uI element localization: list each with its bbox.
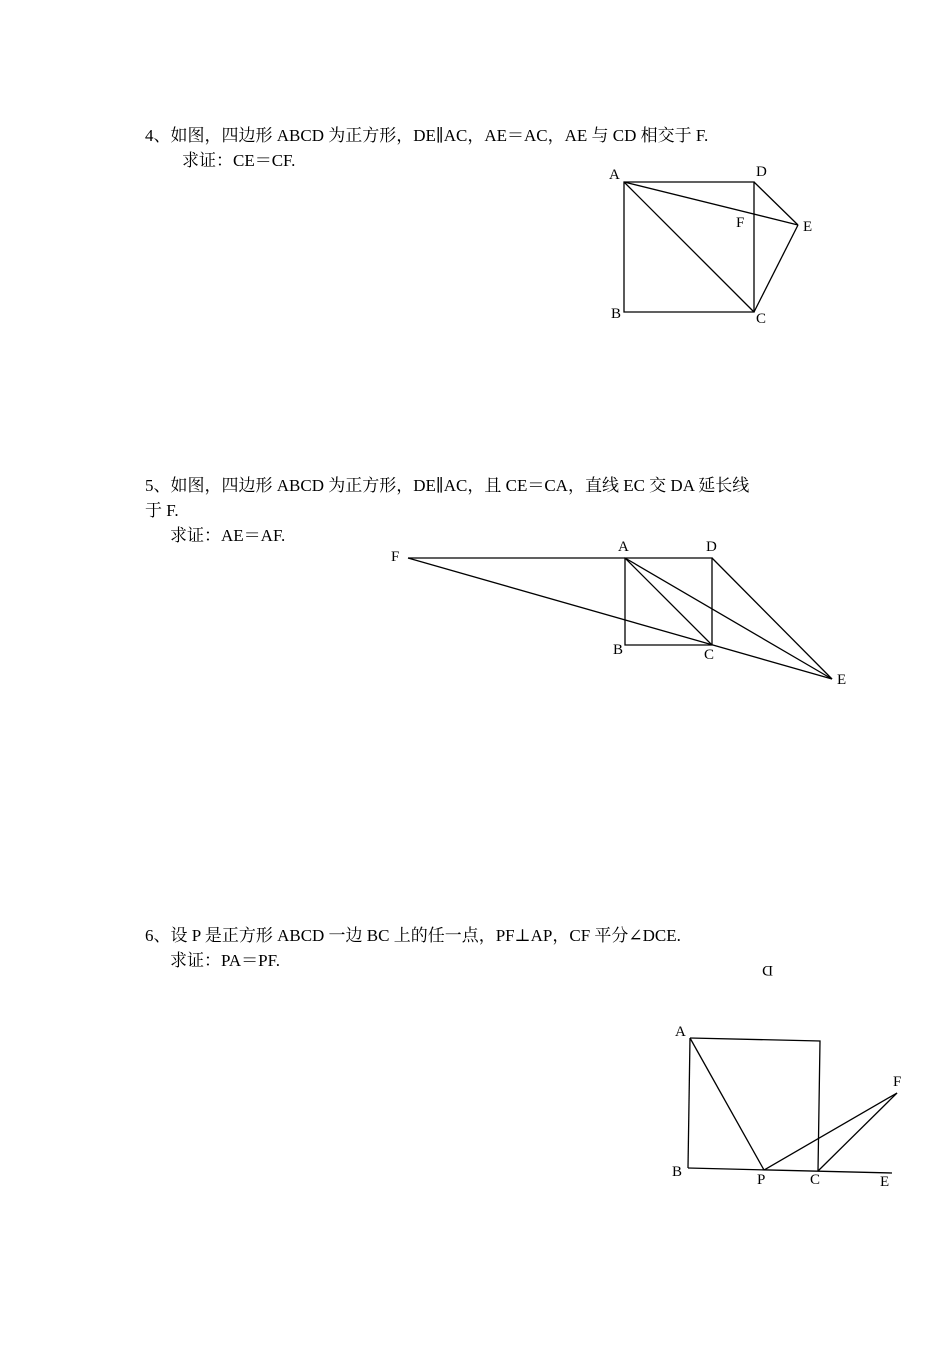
figure-6 — [672, 962, 901, 1190]
fig6-label-c: C — [810, 1172, 821, 1188]
fig6-label-e: E — [880, 1174, 890, 1190]
fig5-line-fe — [408, 558, 832, 679]
fig4-label-a: A — [609, 167, 620, 183]
problem-6-prove: 求证：PA＝PF. — [170, 951, 280, 970]
fig5-label-a: A — [618, 539, 629, 555]
fig4-segment-ae — [624, 182, 798, 225]
fig4-diagonal-ac — [624, 182, 754, 312]
figure-4 — [609, 164, 812, 327]
fig4-segment-de — [754, 182, 798, 225]
fig4-label-f: F — [736, 215, 745, 231]
problem-5-statement-line1: 5、如图，四边形 ABCD 为正方形，DE∥AC，且 CE＝CA，直线 EC 交 DA 延长线 — [145, 476, 750, 495]
fig4-label-c: C — [756, 311, 767, 327]
fig6-label-p: P — [757, 1172, 766, 1188]
fig6-side-ab — [688, 1038, 690, 1168]
problem-5-statement-line2: 于 F. — [145, 501, 179, 520]
problem-4-prove: 求证：CE＝CF. — [182, 151, 296, 170]
fig5-label-d: D — [706, 539, 717, 555]
problem-5-prove: 求证：AE＝AF. — [170, 526, 286, 545]
fig4-label-b: B — [611, 306, 622, 322]
fig4-label-d: D — [756, 164, 767, 180]
fig6-square-top-right — [690, 1038, 820, 1171]
figure-5 — [391, 539, 846, 688]
fig5-label-b: B — [613, 642, 624, 658]
fig6-label-f: F — [893, 1074, 902, 1090]
problem-4-statement: 4、如图，四边形 ABCD 为正方形，DE∥AC，AE＝AC，AE 与 CD 相交于 F. — [145, 126, 709, 145]
fig6-line-be — [688, 1168, 892, 1173]
fig6-segment-ap — [690, 1038, 764, 1170]
fig6-label-a: A — [675, 1024, 686, 1040]
fig4-label-e: E — [803, 219, 813, 235]
fig5-label-c: C — [704, 647, 715, 663]
fig5-label-f: F — [391, 549, 400, 565]
problem-6-statement: 6、设 P 是正方形 ABCD 一边 BC 上的任一点，PF⊥AP，CF 平分∠DCE. — [145, 926, 681, 945]
fig5-segment-de — [712, 558, 832, 679]
fig6-label-b: B — [672, 1164, 683, 1180]
fig5-segment-ae — [625, 558, 832, 679]
fig6-label-d-flipped: D — [762, 962, 773, 978]
fig5-label-e: E — [837, 672, 847, 688]
fig4-segment-ce — [754, 225, 798, 312]
